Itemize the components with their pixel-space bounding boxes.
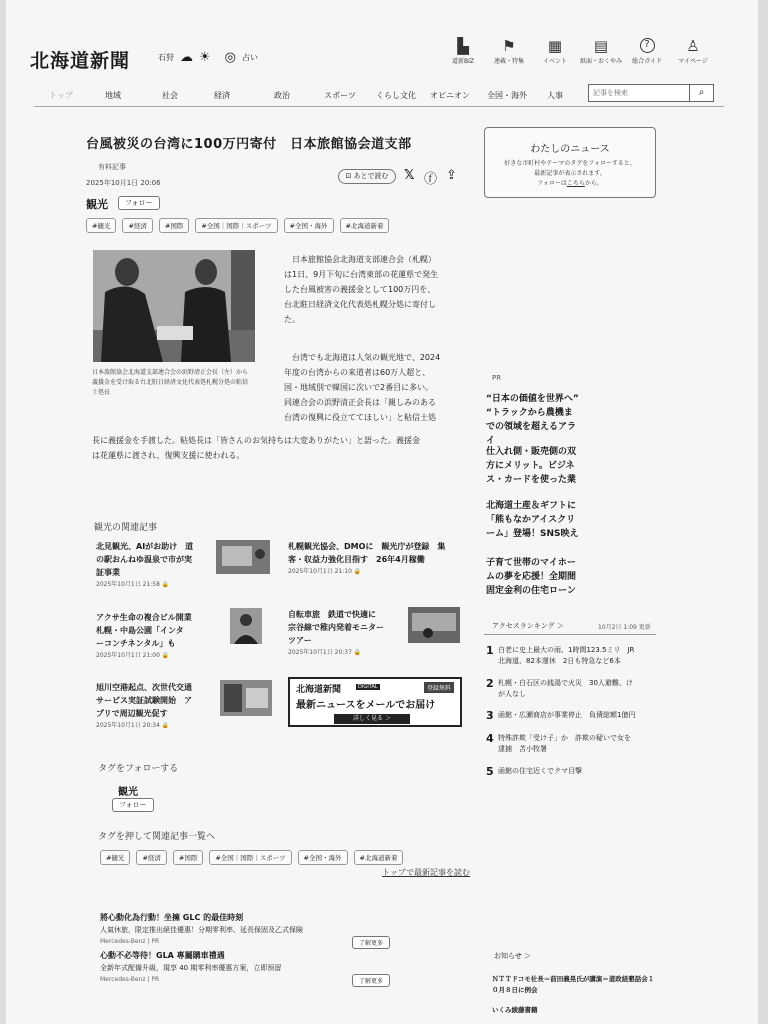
related-title: ツアー [288,636,312,645]
nav-item-opinion[interactable]: オピニオン [430,91,470,100]
tag[interactable]: #経済 [122,218,152,233]
body-line: 長に義援金を手渡した。粘処長は「皆さんのお気持ちは大変ありがたい」と語った。義援金 [92,436,420,445]
rank-text: 北海道、82本運休 2日も特急など6本 [498,657,621,665]
ad-more-button[interactable]: 了解更多 [352,936,390,949]
my-news-link[interactable]: こちら [566,180,585,187]
chevron-right-icon: ＞ [556,622,564,630]
ad-more-button[interactable]: 了解更多 [352,974,390,987]
tag-list [100,850,403,865]
rank-text: 白老に史上最大の雨、1時間123.5ミリ JR [498,646,635,654]
body-line: 台北駐日経済文化代表処札幌分処に寄付し [284,300,436,309]
follow-tag-category: 観光 [118,787,138,798]
read-later-label: あとで読む [353,172,389,180]
banner-digital: DIGITAL [358,684,378,690]
pr-text: 子育て世帯のマイホー [486,558,576,568]
related-item[interactable] [96,681,224,729]
follow-button[interactable]: フォロー [118,196,160,210]
tag[interactable]: #全国｜国際｜スポーツ [195,218,277,233]
calendar-icon: ▦ [547,37,563,55]
related-title: 宗谷線で稚内発着モニター [288,623,384,632]
related-date: 2025年10月1日 20:37 [288,649,352,656]
my-news-text: から。 [584,180,603,187]
article-body-para2 [284,350,474,425]
related-thumbnail[interactable] [408,607,460,643]
body-line: 年度の台湾からの来道者は60万人超と、 [284,368,431,377]
follow-tags-heading: タグをフォローする [98,764,179,774]
my-news-text: 好きな市町村やテーマのタグをフォローすると、 [504,160,636,167]
body-line: 台湾の復興に役立ててほしい」と粘信士処 [284,413,436,422]
header-icon-guide[interactable] [624,36,670,65]
related-title: 北見観光、AIがお助け 道 [96,542,194,551]
banner-button[interactable]: 詳しく見る ＞ [334,714,410,724]
paid-badge: 有料記事 [98,163,126,171]
weather-city: 石狩 [158,53,174,62]
tag[interactable]: #全国・海外 [284,218,334,233]
photo-caption: 日本旅館協会北海道支部連合会の浜野清正会長（左）から義援金を受け取る台北駐日経済文化代表処札幌分処の粘信士処長 [92,369,249,396]
lock-icon: 🔒 [161,722,170,729]
search-box [588,84,714,102]
pr-text: 北海道土産＆ギフトに [486,501,577,511]
header-icon-label: 紙面・おくやみ [579,58,622,65]
notice-title[interactable] [494,951,531,961]
article-body-para3 [92,433,472,463]
ad-title[interactable]: 將心動化為行動！坐擁 GLC 的最佳時刻 [100,913,244,922]
facebook-share-icon[interactable]: ⓕ [424,172,438,187]
related-heading: 観光の関連記事 [94,523,158,533]
tag[interactable]: #国際 [173,850,203,865]
my-news-title: わたしのニュース [530,144,610,155]
weather-widget[interactable] [158,50,258,65]
body-line: は1日、9月下旬に台湾東部の花蓮県で発生 [284,270,439,279]
tag[interactable]: #北海道新着 [354,850,404,865]
rank-text: 特殊詐欺「受け子」か 詐欺の疑いで女を [498,734,631,742]
header-icon-mypage[interactable] [670,36,716,65]
body-line: 日本旅館協会北海道支部連合会（札幌） [292,255,436,264]
related-title: サービス実証試験開始 ア [96,696,192,705]
ranking-item[interactable] [486,733,664,755]
related-thumbnail[interactable] [230,608,262,644]
rank-number: 2 [486,677,494,690]
pr-text: 「熊もなかアイスクリ [486,515,576,525]
article-body-para1 [284,252,474,327]
tag[interactable]: #全国｜国際｜スポーツ [209,850,291,865]
flag-icon: ⚑ [502,37,516,55]
rank-number: 5 [486,765,494,778]
pr-text: “トラックから農機ま [486,408,573,418]
tag[interactable]: #全国・海外 [298,850,348,865]
fortune-icon: ◎ [224,50,236,65]
nav-item-sports[interactable]: スポーツ [324,91,356,100]
ranking-divider [484,634,656,635]
fortune-link[interactable]: 占い [242,53,258,62]
rank-number: 1 [486,644,494,657]
pr-item[interactable] [486,392,582,446]
nav-divider [34,106,724,107]
pr-text: 固定金利の住宅ローン [486,586,576,596]
nav-item-region[interactable]: 地域 [105,91,121,100]
article-tags [86,218,389,233]
lock-icon: 🔒 [161,652,170,659]
related-date: 2025年10月1日 21:10 [288,568,352,575]
nav-item-personnel[interactable]: 人事 [547,91,563,100]
tag-list-heading: タグを押して関連記事一覧へ [98,832,216,842]
rank-text: 函館・広瀬商店が事業停止 負債総額1億円 [498,711,636,719]
nav-item-national[interactable]: 全国・海外 [487,91,527,100]
ranking-title-text: アクセスランキング [492,622,555,630]
body-line: た。 [284,315,300,324]
bookmark-icon: ⊡ [345,172,352,180]
banner-free-badge: 登録無料 [424,682,454,693]
cloud-icon: ☁ [180,50,193,65]
related-title: 証事業 [96,568,120,577]
ranking-updated: 10月2日 1:09 更新 [598,624,651,631]
tag[interactable]: #北海道新着 [340,218,390,233]
tag[interactable]: #経済 [136,850,166,865]
newspaper-icon: ▤ [593,37,609,55]
header-icon-label: イベント [542,58,567,65]
related-date: 2025年10月1日 20:34 [96,722,160,729]
article-photo[interactable] [93,250,255,362]
related-thumbnail[interactable] [216,540,270,574]
pr-text: 方にメリット。ビジネ [486,461,575,471]
related-title: 札幌観光協会、DMOに 観光庁が登録 集 [288,542,446,551]
related-item[interactable] [288,608,406,656]
rank-number: 3 [486,709,494,722]
share-icon[interactable]: ⇪ [446,168,457,183]
nav-item-politics[interactable]: 政治 [274,91,290,100]
pr-text: ムの夢を応援！全期間 [486,572,577,582]
pr-item[interactable] [486,499,582,539]
header-icon-paper[interactable] [578,36,624,65]
follow-tag-button[interactable]: フォロー [112,798,154,812]
my-news-text: フォローは [537,180,567,187]
related-title: の駅おんねゆ温泉で市が実 [96,555,192,564]
related-title: 客・収益力強化目指す 26年4月稼働 [288,555,425,564]
related-date: 2025年10月1日 21:58 [96,581,160,588]
x-share-icon[interactable]: 𝕏 [404,168,415,183]
rank-text: 函館の住宅近くでクマ目撃 [498,767,582,775]
article-date: 2025年10月1日 20:06 [86,179,161,187]
notice-item[interactable] [492,974,662,996]
lock-icon: 🔒 [161,581,170,588]
pr-text: での領域を超えるアライ [486,422,577,446]
chevron-right-icon: ＞ [524,952,532,960]
lock-icon: 🔒 [353,568,362,575]
sun-icon: ☀ [199,50,211,65]
body-line: した台風被害の義援金として100万円を、 [284,285,436,294]
nav-item-life[interactable]: くらし文化 [376,91,416,100]
nav-item-society[interactable]: 社会 [162,91,178,100]
related-item[interactable] [96,540,214,588]
pr-item[interactable] [486,445,582,485]
page [6,0,758,1024]
related-item[interactable] [96,611,226,659]
banner-text: 最新ニュースをメールでお届け [296,700,436,711]
search-icon[interactable]: ⌕ [689,85,713,101]
nav-item-economy[interactable]: 経済 [214,91,230,100]
search-input[interactable] [589,85,689,101]
body-line: は花蓮県に渡され、復興支援に使われる。 [92,451,245,460]
header-icon-event[interactable] [532,36,578,65]
nav-item-top[interactable]: トップ [49,91,73,100]
related-title: 札幌・中島公園「インタ [96,626,184,635]
notice-text: ０月８日に例会 [492,986,538,994]
ad-subtitle: 人氣休旅，限定推出絕佳優惠！分期零利率、延長保固及乙式保險 [100,926,303,934]
related-title: プリで周辺観光促す [96,709,168,718]
related-title: 自転車旅 鉄道で快適に [288,610,376,619]
header-icon-bar [440,36,716,65]
my-news-text: 最新記事が表示されます。 [534,170,606,177]
category-label[interactable]: 観光 [86,198,108,211]
mail-newsletter-banner[interactable] [288,677,462,727]
pr-text: “日本の価値を世界へ” [486,394,579,404]
ranking-item[interactable] [486,645,664,667]
related-title: 旭川空港起点、次世代交通 [96,683,192,692]
rank-text: 逮捕 苫小牧署 [498,745,547,753]
ad-source: Mercedes-Benz | PR [100,938,160,945]
related-item[interactable] [288,540,470,575]
tag[interactable]: #観光 [100,850,130,865]
site-logo[interactable]: 北海道新聞 [30,50,131,72]
ad-source: Mercedes-Benz | PR [100,976,160,983]
ranking-item[interactable] [486,766,664,777]
tag[interactable]: #観光 [86,218,116,233]
body-line: 同連合会の浜野清正会長は「親しみのある [284,398,436,407]
related-thumbnail[interactable] [220,680,272,716]
rank-number: 4 [486,732,494,745]
pr-text: 仕入れ側・販売側の双 [486,447,577,457]
biz-icon: ▙ [457,37,469,55]
header-icon-label: 総合ガイド [632,58,662,65]
rank-text: が人なし [498,690,526,698]
notice-text: ＮＴＴドコモ社長＝前田義晃氏が講演＝道政経懇話会１ [492,975,655,983]
ranking-item[interactable] [486,678,664,700]
my-news-box [484,127,656,198]
ranking-title[interactable] [492,621,564,631]
pr-item[interactable] [486,556,582,596]
related-title: アクサ生命の複合ビル開業 [96,613,192,622]
lock-icon: 🔒 [353,649,362,656]
ad-subtitle: 全新年式配備升級，現享 40 期零利率優惠方案，立即预留 [100,964,282,972]
main-nav [44,90,572,101]
pr-label: PR [492,374,502,382]
header-icon-label: マイページ [678,58,708,65]
header-icon-series[interactable] [486,36,532,65]
body-line: 国・地域別で韓国に次いで2番目に多い。 [284,383,434,392]
banner-brand: 北海道新聞 [296,685,342,695]
top-latest-link[interactable]: トップで最新記事を読む [382,868,470,877]
header-icon-label: 連載・特集 [493,58,524,65]
notice-title-text: お知らせ [494,952,522,960]
rank-text: 札幌・白石区の銭湯で火災 30人避難、け [498,679,633,687]
related-date: 2025年10月1日 21:00 [96,652,160,659]
header-icon-label: 道新BIZ [452,58,474,65]
tag[interactable]: #国際 [159,218,189,233]
header-icon-biz[interactable] [440,36,486,65]
notice-item[interactable]: いくみ綾藤書籍 [492,1006,538,1014]
body-line: 台湾でも北海道は人気の観光地で、2024 [292,353,441,362]
ad-block [100,912,468,986]
read-later-button[interactable] [338,169,396,184]
pr-text: ーム」登場！SNS映え [486,529,579,539]
help-icon: ? [640,38,655,53]
article-title: 台風被災の台湾に100万円寄付 日本旅館協会道支部 [86,137,412,152]
pr-text: ス・カードを使った業 [486,475,577,485]
ranking-item[interactable] [486,710,664,721]
related-title: ーコンチネンタル」も [96,639,176,648]
user-icon: ♙ [686,37,700,55]
ad-title[interactable]: 心動不必等待！GLA 專屬購車禮遇 [100,951,225,960]
